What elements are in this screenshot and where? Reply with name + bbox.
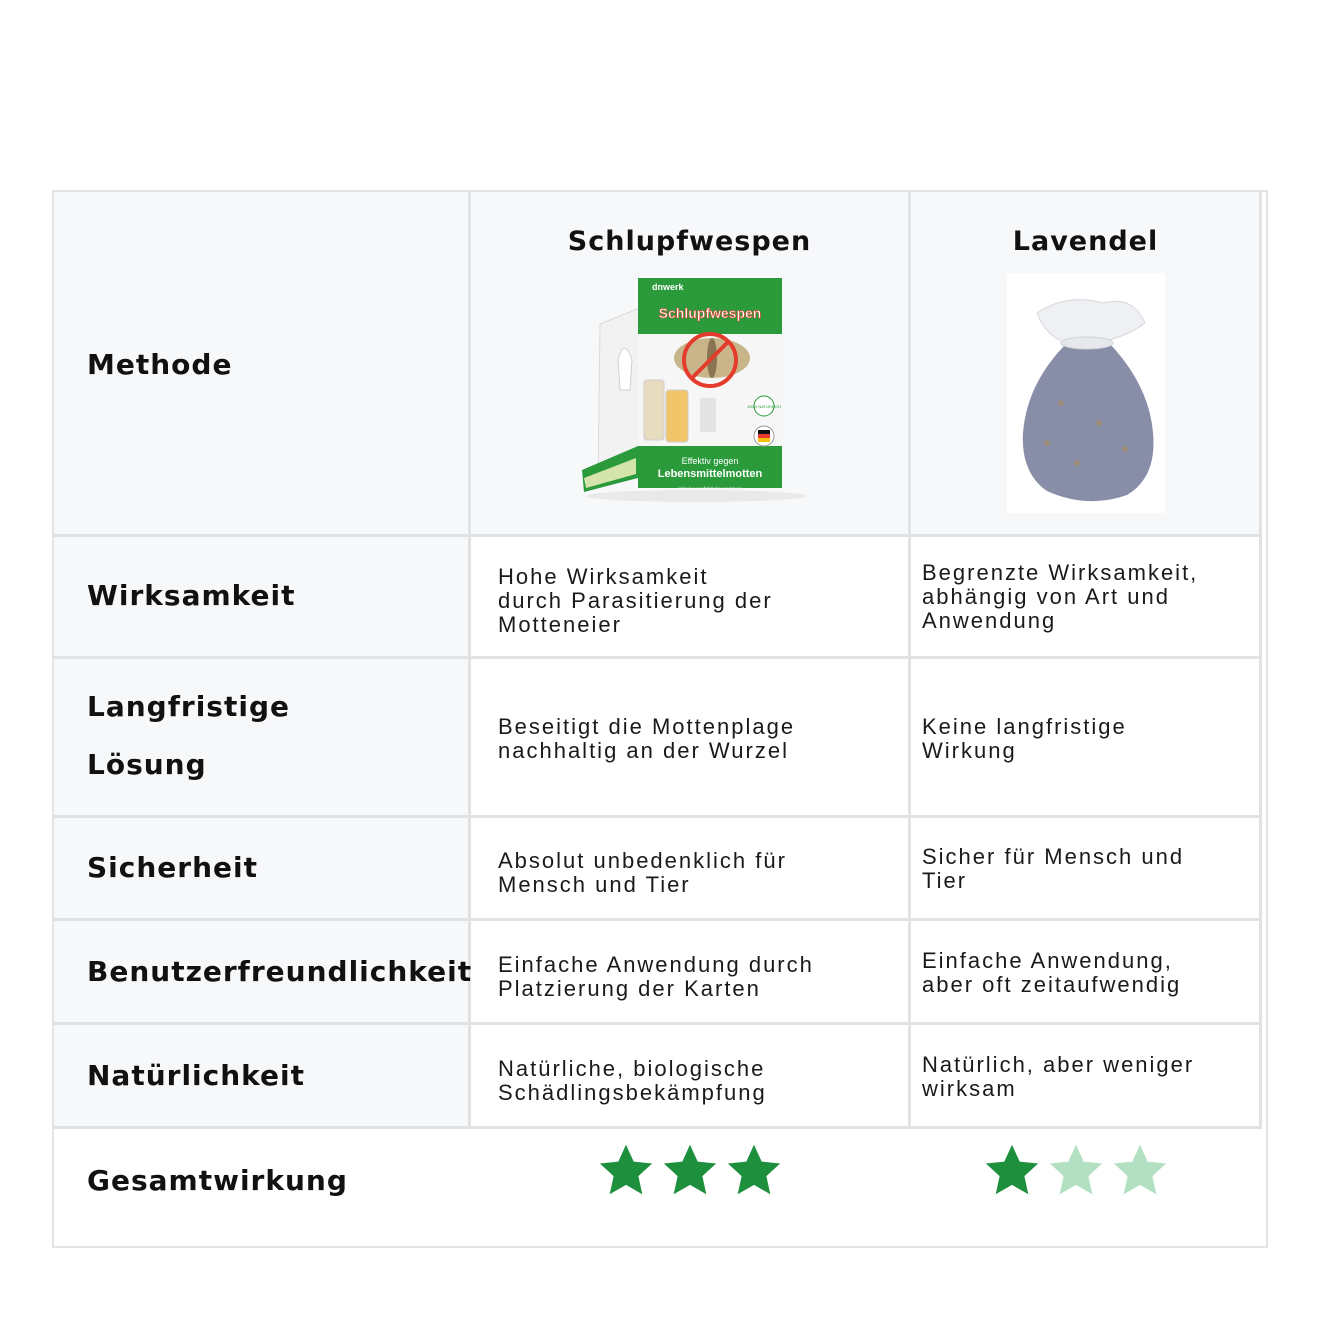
row-label-benutzerfreundlichkeit: Benutzerfreundlichkeit [87, 955, 473, 988]
product-tagline-1: Effektiv gegen [681, 456, 739, 466]
star-filled-icon [598, 1142, 654, 1198]
column-header-lavendel: Lavendel [1012, 226, 1159, 257]
product-footnote: inklusive ausführlicher Anleitung [677, 486, 743, 491]
star-filled-icon [984, 1142, 1040, 1198]
star-filled-icon [726, 1142, 782, 1198]
lavendel-sicherheit-text: Sicher für Mensch und Tier [922, 844, 1185, 893]
column-header-schlupfwespen: Schlupfwespen [567, 226, 812, 257]
row-divider [54, 534, 1262, 537]
column-divider [908, 192, 911, 1128]
product-brand: dnwerk [652, 282, 684, 292]
method-label: Methode [87, 348, 233, 381]
lavendel-wirksamkeit-text: Begrenzte Wirksamkeit, abhängig von Art und Anwendung [922, 560, 1199, 633]
column-divider [1259, 192, 1262, 1128]
row-label-wirksamkeit: Wirksamkeit [87, 579, 296, 612]
schlupfwespen-star-rating [598, 1142, 782, 1198]
product-title: Schlupfwespen [658, 305, 762, 321]
row-divider [54, 656, 1262, 659]
lavendel-benutzerfreundlichkeit-text: Einfache Anwendung, aber oft zeitaufwendig [922, 948, 1182, 997]
star-empty-icon [1112, 1142, 1168, 1198]
lavendel-langfristig-text: Keine langfristige Wirkung [922, 714, 1127, 763]
row-label-line: Langfristige [87, 690, 290, 723]
row-divider [54, 815, 1262, 818]
schlupfwespen-langfristig-text: Beseitigt die Mottenplage nachhaltig an der Wurzel [498, 714, 796, 763]
lavendel-sachet-image [1007, 273, 1165, 513]
star-empty-icon [1048, 1142, 1104, 1198]
row-label-langfristige-loesung [87, 678, 290, 794]
row-label-gesamtwirkung: Gesamtwirkung [87, 1164, 348, 1197]
schlupfwespen-benutzerfreundlichkeit-text: Einfache Anwendung durch Platzierung der Karten [498, 952, 814, 1001]
row-divider [54, 918, 1262, 921]
product-natural-badge: 100% NATÜRLICH [747, 404, 781, 409]
row-label-sicherheit: Sicherheit [87, 851, 258, 884]
schlupfwespen-sicherheit-text: Absolut unbedenklich für Mensch und Tier [498, 848, 787, 897]
row-divider [54, 1126, 1262, 1129]
row-divider [54, 1022, 1262, 1025]
schlupfwespen-natuerlichkeit-text: Natürliche, biologische Schädlingsbekämpfung [498, 1056, 767, 1105]
lavendel-star-rating [984, 1142, 1168, 1198]
schlupfwespen-product-image [578, 274, 814, 504]
row-label-natuerlichkeit: Natürlichkeit [87, 1059, 306, 1092]
star-filled-icon [662, 1142, 718, 1198]
product-tagline-2: Lebensmittelmotten [657, 468, 763, 480]
row-label-line: Lösung [87, 748, 207, 781]
schlupfwespen-wirksamkeit-text: Hohe Wirksamkeit durch Parasitierung der Motteneier [498, 564, 773, 637]
lavendel-natuerlichkeit-text: Natürlich, aber weniger wirksam [922, 1052, 1195, 1101]
